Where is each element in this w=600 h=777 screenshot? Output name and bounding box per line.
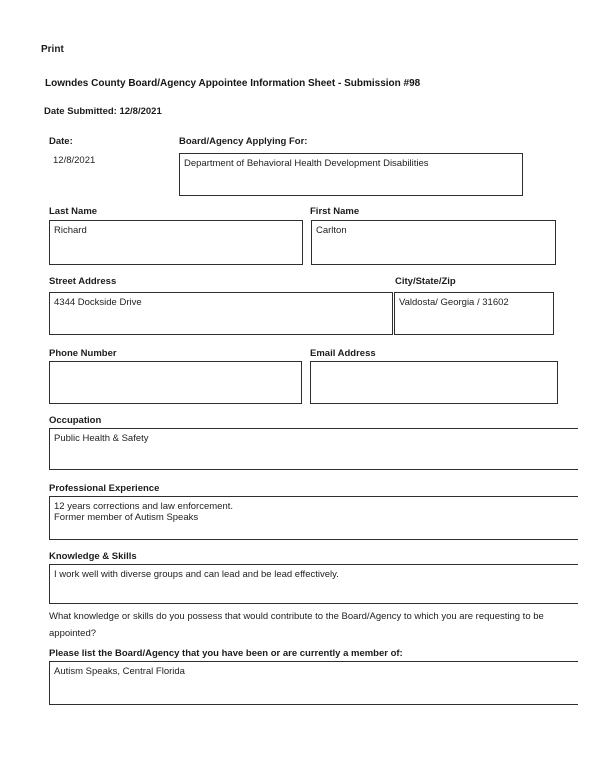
street-address-label: Street Address <box>49 276 117 287</box>
date-value: 12/8/2021 <box>53 155 96 166</box>
knowledge-skills-field[interactable]: I work well with diverse groups and can lead and be lead effectively. <box>49 564 578 604</box>
board-agency-field[interactable]: Department of Behavioral Health Development Disabilities <box>179 153 523 196</box>
email-address-field[interactable] <box>310 361 558 404</box>
phone-number-field[interactable] <box>49 361 302 404</box>
first-name-field[interactable]: Carlton <box>311 220 556 265</box>
professional-experience-label: Professional Experience <box>49 483 160 494</box>
member-of-label: Please list the Board/Agency that you have been or are currently a member of: <box>49 648 403 659</box>
professional-experience-line1: 12 years corrections and law enforcement. <box>54 501 234 512</box>
first-name-label: First Name <box>310 206 360 217</box>
occupation-label: Occupation <box>49 415 102 426</box>
email-address-label: Email Address <box>310 348 376 359</box>
knowledge-skills-label: Knowledge & Skills <box>49 551 137 562</box>
last-name-field[interactable]: Richard <box>49 220 303 265</box>
page-title: Lowndes County Board/Agency Appointee Information Sheet - Submission #98 <box>45 78 421 89</box>
print-button[interactable]: Print <box>41 44 64 55</box>
professional-experience-line2: Former member of Autism Speaks <box>54 512 199 523</box>
professional-experience-field[interactable] <box>49 496 578 540</box>
last-name-label: Last Name <box>49 206 98 217</box>
member-of-field[interactable]: Autism Speaks, Central Florida <box>49 661 578 705</box>
knowledge-skills-help-line2: appointed? <box>49 628 97 639</box>
board-agency-label: Board/Agency Applying For: <box>179 136 308 147</box>
phone-number-label: Phone Number <box>49 348 117 359</box>
city-state-zip-label: City/State/Zip <box>395 276 456 287</box>
street-address-field[interactable]: 4344 Dockside Drive <box>49 292 393 335</box>
date-submitted-text: Date Submitted: 12/8/2021 <box>44 106 162 117</box>
occupation-field[interactable]: Public Health & Safety <box>49 428 578 470</box>
city-state-zip-field[interactable]: Valdosta/ Georgia / 31602 <box>394 292 554 335</box>
knowledge-skills-help-line1: What knowledge or skills do you possess that would contribute to the Board/Agency to which you are requesting to be <box>49 611 544 622</box>
date-label: Date: <box>49 136 73 147</box>
